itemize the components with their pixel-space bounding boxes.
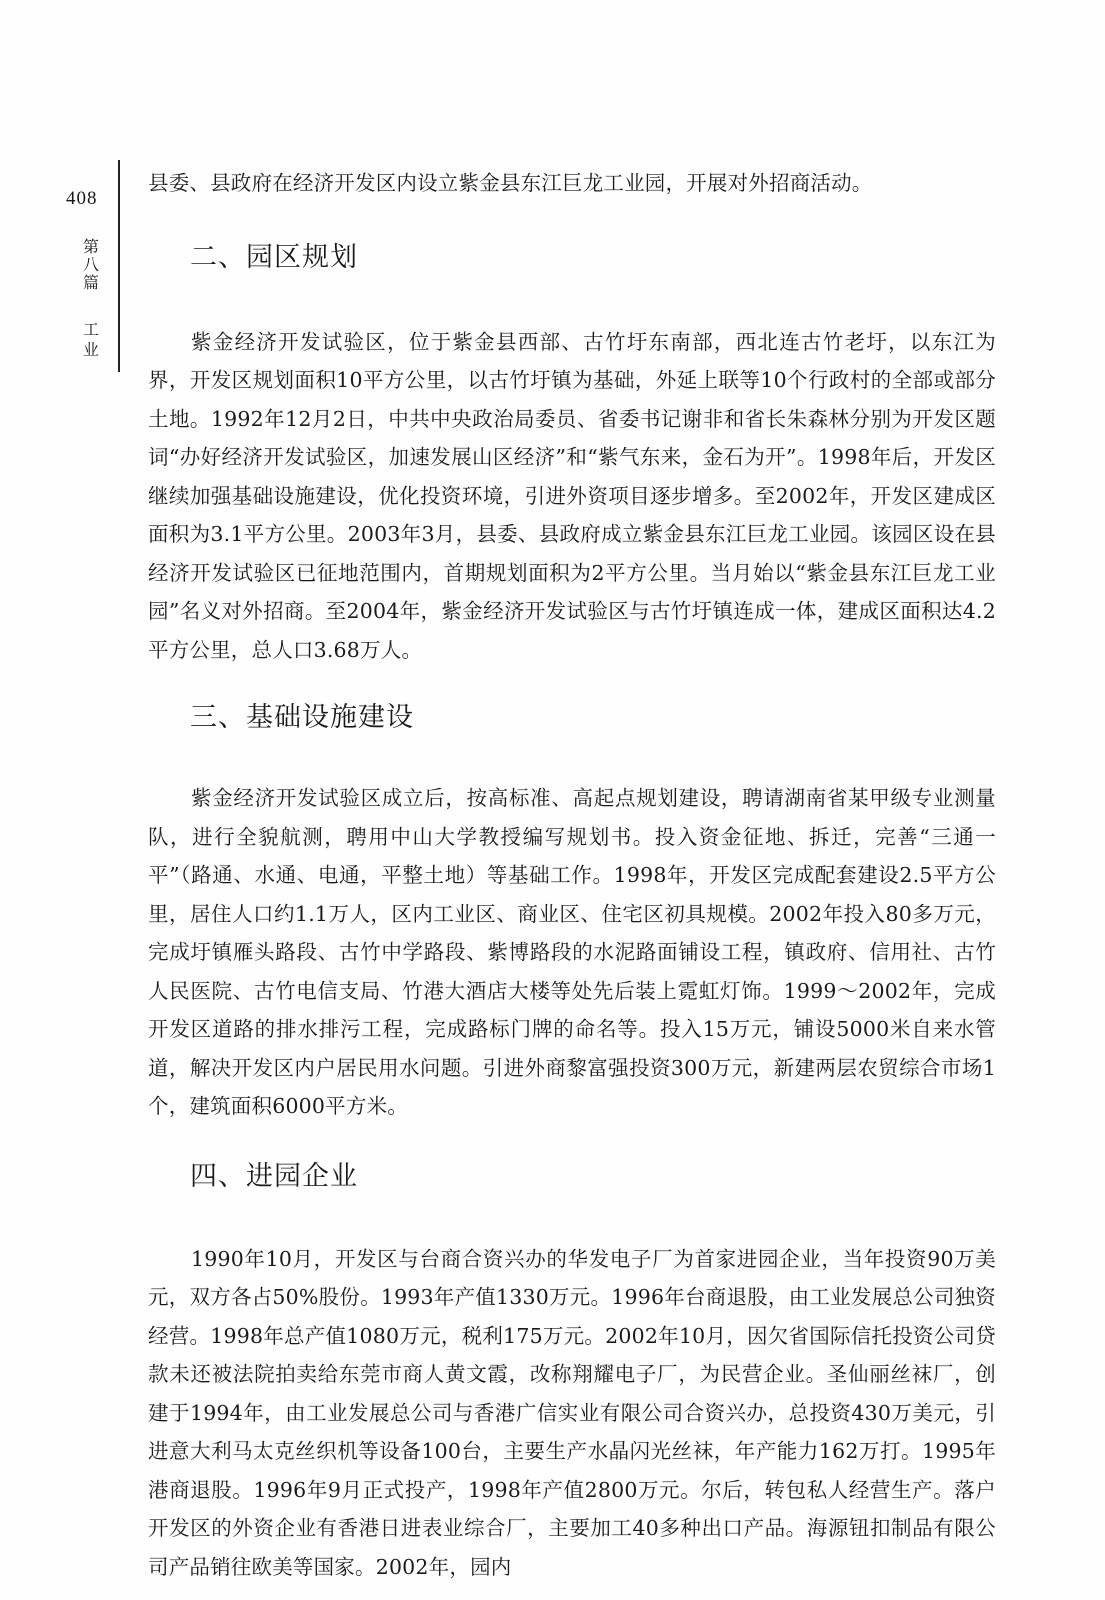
text-column bbox=[148, 164, 996, 1586]
section-heading-infrastructure: 三、基础设施建设 bbox=[190, 702, 414, 733]
margin-rule bbox=[118, 160, 120, 372]
section-body-infrastructure: 紫金经济开发试验区成立后，按高标准、高起点规划建设，聘请湖南省某甲级专业测量队，进行全貌航测，聘用中山大学教授编写规划书。投入资金征地、拆迁，完善“三通一平”（路通、水通、电通，平整土地）等基础工作。1998年，开发区完成配套建设2.5平方公里，居住人口约1.1万人，区内工业区、商业区、住宅区初具规模。2002年投入80多万元，完成圩镇雁头路段、古竹中学路段、紫博路段的水泥路面铺设工程，镇政府、信用社、古竹人民医院、古竹电信支局、竹港大酒店大楼等处先后装上霓虹灯饰。1999～2002年，完成开发区道路的排水排污工程，完成路标门牌的命名等。投入15万元，铺设5000米自来水管道，解决开发区内户居民用水问题。引进外商黎富强投资300万元，新建两层农贸综合市场1个，建筑面积6000平方米。 bbox=[148, 786, 996, 1118]
page-number: 408 bbox=[66, 188, 98, 209]
intro-paragraph: 县委、县政府在经济开发区内设立紫金县东江巨龙工业园，开展对外招商活动。 bbox=[148, 171, 873, 195]
section-heading-planning: 二、园区规划 bbox=[190, 241, 358, 273]
section-heading-enterprises: 四、进园企业 bbox=[190, 1160, 358, 1192]
section-body-planning: 紫金经济开发试验区，位于紫金县西部、古竹圩东南部，西北连古竹老圩，以东江为界，开发区规划面积10平方公里，以古竹圩镇为基础，外延上联等10个行政村的全部或部分土地。1992年12月2日，中共中央政治局委员、省委书记谢非和省长朱森林分别为开发区题词“办好经济开发试验区，加速发展山区经济”和“紫气东来，金石为开”。1998年后，开发区继续加强基础设施建设，优化投资环境，引进外资项目逐步增多。至2002年，开发区建成区面积为3.1平方公里。2003年3月，县委、县政府成立紫金县东江巨龙工业园。该园区设在县经济开发试验区已征地范围内，首期规划面积为2平方公里。当月始以“紫金县东江巨龙工业园”名义对外招商。至2004年，紫金经济开发试验区与古竹圩镇连成一体，建成区面积达4.2平方公里，总人口3.68万人。 bbox=[148, 329, 996, 662]
section-body-enterprises: 1990年10月，开发区与台商合资兴办的华发电子厂为首家进园企业，当年投资90万美元，双方各占50%股份。1993年产值1330万元。1996年台商退股，由工业发展总公司独资经营。1998年总产值1080万元，税利175万元。2002年10月，因欠省国际信托投资公司贷款未还被法院拍卖给东莞市商人黄文霞，改称翔耀电子厂，为民营企业。圣仙丽丝袜厂，创建于1994年，由工业发展总公司与香港广信实业有限公司合资兴办，总投资430万美元，引进意大利马太克丝织机等设备100台，主要生产水晶闪光丝袜，年产能力162万打。1995年港商退股。1996年9月正式投产，1998年产值2800万元。尔后，转包私人经营生产。落户开发区的外资企业有香港日进表业综合厂，主要加工40多种出口产品。海源钮扣制品有限公司产品销往欧美等国家。2002年，园内 bbox=[148, 1246, 996, 1579]
part-label: 第八篇 bbox=[82, 237, 99, 292]
part-title: 工业 bbox=[82, 320, 99, 359]
